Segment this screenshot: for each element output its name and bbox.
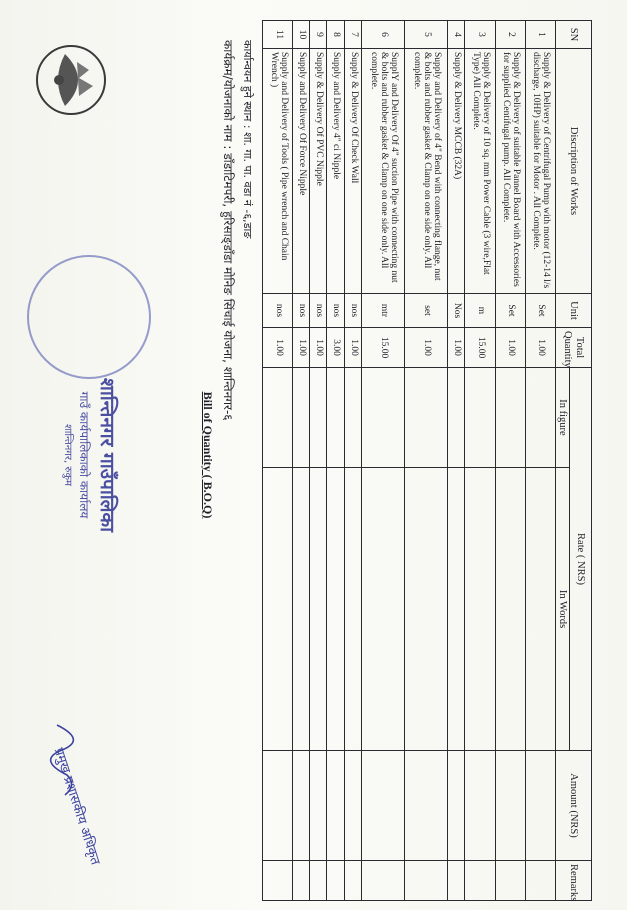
row-description: Supply & Delivery of Centrifugal Pump with motor (12-14 l/s discharge, 10HP) suitable for Motor . All Complete.: [525, 49, 555, 294]
table-row: [525, 21, 555, 901]
project-name-line: कार्यक्रम/योजनाको नाम : डाँडाटिमपरी, हुरिसाङ्डाँडा मोनिङ सिंचाई योजना, शान्तिनगर-६: [221, 40, 235, 421]
boq-table: [262, 20, 592, 901]
table-row: [495, 21, 525, 901]
row-description: Supply and Delivery Of Force Nipple: [293, 49, 310, 294]
header-amount: Amount (NRS): [555, 751, 591, 861]
row-rate-figure: [310, 368, 327, 468]
row-remarks: [310, 861, 327, 901]
row-unit: Set: [525, 294, 555, 328]
row-remarks: [448, 861, 465, 901]
row-remarks: [525, 861, 555, 901]
row-remarks: [495, 861, 525, 901]
row-unit: nos: [344, 294, 361, 328]
row-quantity: 1.00: [448, 328, 465, 368]
row-amount: [525, 751, 555, 861]
row-remarks: [404, 861, 447, 901]
row-amount: [495, 751, 525, 861]
row-amount: [404, 751, 447, 861]
row-sn: 4: [448, 21, 465, 49]
row-rate-words: [310, 468, 327, 751]
row-unit: Nos: [448, 294, 465, 328]
office-stamp-icon: [27, 255, 151, 379]
row-amount: [263, 751, 293, 861]
row-remarks: [361, 861, 404, 901]
row-quantity: 1.00: [495, 328, 525, 368]
row-rate-figure: [495, 368, 525, 468]
row-rate-words: [344, 468, 361, 751]
row-description: Supply & Delivery Of PVC Nipple: [310, 49, 327, 294]
header-in-figure: In figure: [555, 368, 569, 468]
row-description: Supply & Delivery of suitable Pannel Board with Accessories for supplied Centifugal pump. All Complete.: [495, 49, 525, 294]
row-sn: 11: [263, 21, 293, 49]
row-remarks: [344, 861, 361, 901]
table-row: [310, 21, 327, 901]
row-rate-figure: [263, 368, 293, 468]
row-sn: 10: [293, 21, 310, 49]
row-unit: set: [404, 294, 447, 328]
row-quantity: 1.00: [310, 328, 327, 368]
table-row: [465, 21, 495, 901]
row-description: Supply & Delivery Of Check Wall: [344, 49, 361, 294]
header-sn: SN: [555, 21, 591, 49]
row-remarks: [293, 861, 310, 901]
document-title: Bill of Quantity ( B.O.Q): [201, 391, 215, 519]
municipality-name: शान्तिनगर गाउँपालिका: [96, 377, 118, 533]
row-description: SupplY and Delivery Of 4" suction Pipe with connecting nut & bolts and rubber gasket & Clamp on one side only. All complete.: [361, 49, 404, 294]
row-rate-words: [525, 468, 555, 751]
table-row: [263, 21, 293, 901]
table-row: [404, 21, 447, 901]
address-line: शान्तिनगर, रुकुम: [62, 423, 73, 487]
header-in-words: In Words: [555, 468, 569, 751]
row-quantity: 1.00: [344, 328, 361, 368]
row-rate-figure: [448, 368, 465, 468]
row-quantity: 1.00: [525, 328, 555, 368]
row-unit: mtr: [361, 294, 404, 328]
row-unit: Set: [495, 294, 525, 328]
row-rate-words: [465, 468, 495, 751]
header-rate: Rate ( NRS): [570, 368, 592, 751]
row-unit: nos: [310, 294, 327, 328]
row-amount: [465, 751, 495, 861]
row-rate-words: [404, 468, 447, 751]
row-amount: [327, 751, 344, 861]
row-quantity: 15.00: [361, 328, 404, 368]
row-quantity: 1.00: [404, 328, 447, 368]
row-unit: nos: [263, 294, 293, 328]
row-rate-words: [327, 468, 344, 751]
row-rate-figure: [327, 368, 344, 468]
table-row: [327, 21, 344, 901]
row-amount: [361, 751, 404, 861]
row-quantity: 1.00: [293, 328, 310, 368]
table-row: [293, 21, 310, 901]
row-rate-words: [263, 468, 293, 751]
row-remarks: [327, 861, 344, 901]
row-sn: 8: [327, 21, 344, 49]
row-quantity: 1.00: [263, 328, 293, 368]
row-rate-figure: [525, 368, 555, 468]
row-description: Supply and Delivery 4" ci Nipple: [327, 49, 344, 294]
signature-title: प्रमुख प्रशासकीय अधिकृत: [50, 746, 103, 867]
row-rate-words: [448, 468, 465, 751]
row-amount: [448, 751, 465, 861]
row-remarks: [465, 861, 495, 901]
row-description: Supply & Delivery MCCB (32A): [448, 49, 465, 294]
row-sn: 3: [465, 21, 495, 49]
row-amount: [344, 751, 361, 861]
municipality-header: [62, 295, 121, 615]
row-rate-figure: [465, 368, 495, 468]
header-remarks: Remarks: [555, 861, 591, 901]
row-sn: 2: [495, 21, 525, 49]
row-amount: [293, 751, 310, 861]
row-unit: nos: [327, 294, 344, 328]
nepal-emblem-icon: [31, 40, 111, 120]
row-sn: 1: [525, 21, 555, 49]
row-remarks: [263, 861, 293, 901]
office-line: गाउँ कार्यपालिकाको कार्यालय: [77, 391, 91, 519]
header-unit: Unit: [555, 294, 591, 328]
row-rate-words: [293, 468, 310, 751]
row-description: Supply and Delivery of 4" Bend with connecting flange, nut & bolts and rubber gasket & Clamp on one side only. All complete.: [404, 49, 447, 294]
row-sn: 7: [344, 21, 361, 49]
row-quantity: 3.00: [327, 328, 344, 368]
row-rate-words: [361, 468, 404, 751]
row-description: Supply and Delivery of Tools ( Pipe wrench and Chain Wrench ): [263, 49, 293, 294]
row-unit: nos: [293, 294, 310, 328]
header-description: Discription of Works: [555, 49, 591, 294]
row-unit: m: [465, 294, 495, 328]
row-rate-figure: [404, 368, 447, 468]
row-rate-figure: [344, 368, 361, 468]
table-row: [361, 21, 404, 901]
row-sn: 9: [310, 21, 327, 49]
row-sn: 5: [404, 21, 447, 49]
row-sn: 6: [361, 21, 404, 49]
row-rate-figure: [361, 368, 404, 468]
row-rate-figure: [293, 368, 310, 468]
boq-table-body: [263, 21, 556, 901]
row-description: Supply & Delivery of 10 sq. mm Power Cable (3 wire,Flat Type) All Complete.: [465, 49, 495, 294]
location-line: कार्यान्वयन हुने स्थान : शा. गा. पा. वडा नं -६,डाङ: [241, 40, 254, 239]
table-row: [448, 21, 465, 901]
row-quantity: 15.00: [465, 328, 495, 368]
table-row: [344, 21, 361, 901]
row-amount: [310, 751, 327, 861]
row-rate-words: [495, 468, 525, 751]
header-total-quantity: Total Quantity: [555, 328, 591, 368]
